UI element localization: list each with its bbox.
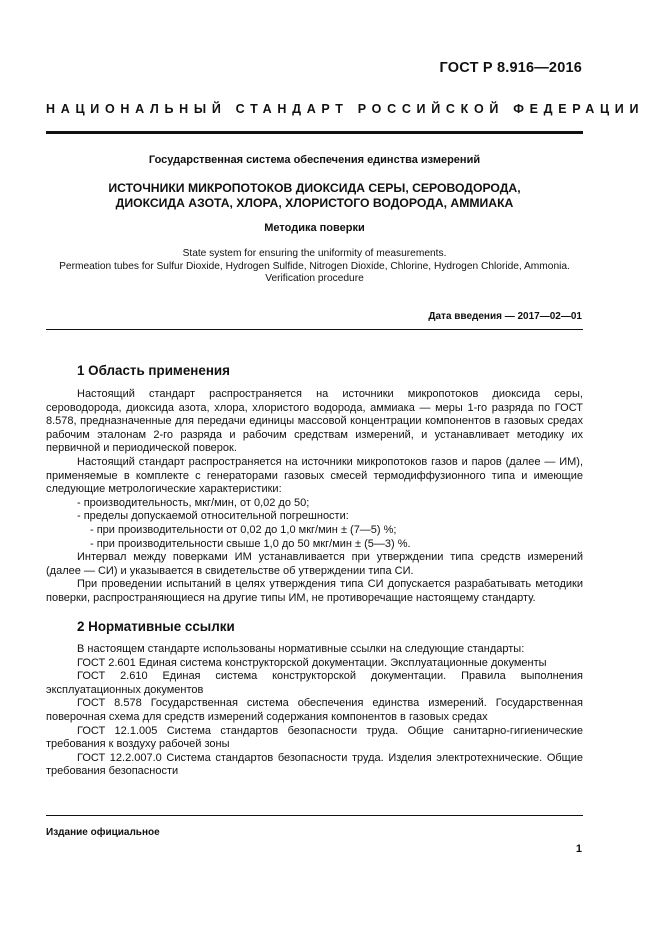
sub-list-item: - при производительности свыше 1,0 до 50 мкг/мин ± (5—3) %. xyxy=(90,537,411,550)
normative-reference: ГОСТ 2.601 Единая система конструкторской документации. Эксплуатационные документы xyxy=(77,656,547,669)
normative-reference: ГОСТ 2.610 Единая система конструкторской документации. Правила выполнения эксплуатационных документов xyxy=(46,670,583,696)
sub-list-item: - при производительности от 0,02 до 1,0 мкг/мин ± (7—5) %; xyxy=(90,523,397,536)
header-rule xyxy=(46,131,583,134)
english-line-2: Permeation tubes for Sulfur Dioxide, Hydrogen Sulfide, Nitrogen Dioxide, Chlorine, Hydrogen Chloride, Ammonia. xyxy=(59,260,570,272)
system-title: Государственная система обеспечения единства измерений xyxy=(148,154,481,166)
english-title xyxy=(46,248,583,286)
date-rule xyxy=(46,329,583,330)
section-2-heading: 2 Нормативные ссылки xyxy=(77,619,235,634)
section-1-paragraph: Настоящий стандарт распространяется на источники микропотоков диоксида серы, сероводорода, диоксида азота, хлора, хлористого водорода, аммиака — меры 1-го разряда по ГОСТ 8.578, предназначенные для передачи единицы массовой концентрации компонентов в газовых средах рабочим эталонам 2-го разряда и рабочим средствам измерений, и устанавливает методику их первичной и периодической поверок. xyxy=(46,388,583,455)
section-1-paragraph: Интервал между поверками ИМ устанавливается при утверждении типа средств измерений (далее — СИ) и указывается в свидетельстве об утверждении типа СИ. xyxy=(46,551,583,577)
method-subtitle: Методика поверки xyxy=(264,222,365,234)
section-1-paragraph: Настоящий стандарт распространяется на источники микропотоков газов и паров (далее — ИМ), применяемые в комплекте с генераторами газовых смесей термодиффузионного типа и имеющие следующие метрологические характеристики: xyxy=(46,455,583,496)
document-code: ГОСТ Р 8.916—2016 xyxy=(439,60,582,76)
english-line-1: State system for ensuring the uniformity of measurements. xyxy=(182,248,447,259)
section-1-paragraph: При проведении испытаний в целях утверждения типа СИ допускается разрабатывать методики поверки, распространяющиеся на другие типы ИМ, не противоречащие настоящему стандарту. xyxy=(46,578,583,604)
page-number: 1 xyxy=(575,843,582,855)
title-line-2: ДИОКСИДА АЗОТА, ХЛОРА, ХЛОРИСТОГО ВОДОРОДА, АММИАКА xyxy=(115,195,514,210)
english-line-3: Verification procedure xyxy=(265,273,364,285)
document-title xyxy=(46,181,583,210)
list-item: - пределы допускаемой относительной погрешности: xyxy=(77,510,349,523)
footer-rule xyxy=(46,815,583,816)
section-2-body xyxy=(46,643,583,779)
official-edition-label: Издание официальное xyxy=(46,827,160,838)
section-2-paragraph: В настоящем стандарте использованы нормативные ссылки на следующие стандарты: xyxy=(77,643,525,655)
national-standard-banner: НАЦИОНАЛЬНЫЙ СТАНДАРТ РОССИЙСКОЙ ФЕДЕРАЦИИ xyxy=(46,102,645,116)
list-item: - производительность, мкг/мин, от 0,02 до 50; xyxy=(77,496,310,509)
introduction-date: Дата введения — 2017—02—01 xyxy=(428,311,582,322)
normative-reference: ГОСТ 12.2.007.0 Система стандартов безопасности труда. Изделия электротехнические. Общие требования безопасности xyxy=(46,751,583,778)
section-1-heading: 1 Область применения xyxy=(77,363,230,378)
normative-reference: ГОСТ 8.578 Государственная система обеспечения единства измерений. Государственная поверочная схема для средств измерений содержания компонентов в газовых средах xyxy=(46,697,583,723)
section-1-body xyxy=(46,388,583,606)
normative-reference: ГОСТ 12.1.005 Система стандартов безопасности труда. Общие санитарно-гигиенические требования к воздуху рабочей зоны xyxy=(46,724,583,751)
title-line-1: ИСТОЧНИКИ МИКРОПОТОКОВ ДИОКСИДА СЕРЫ, СЕРОВОДОРОДА, xyxy=(108,181,521,195)
